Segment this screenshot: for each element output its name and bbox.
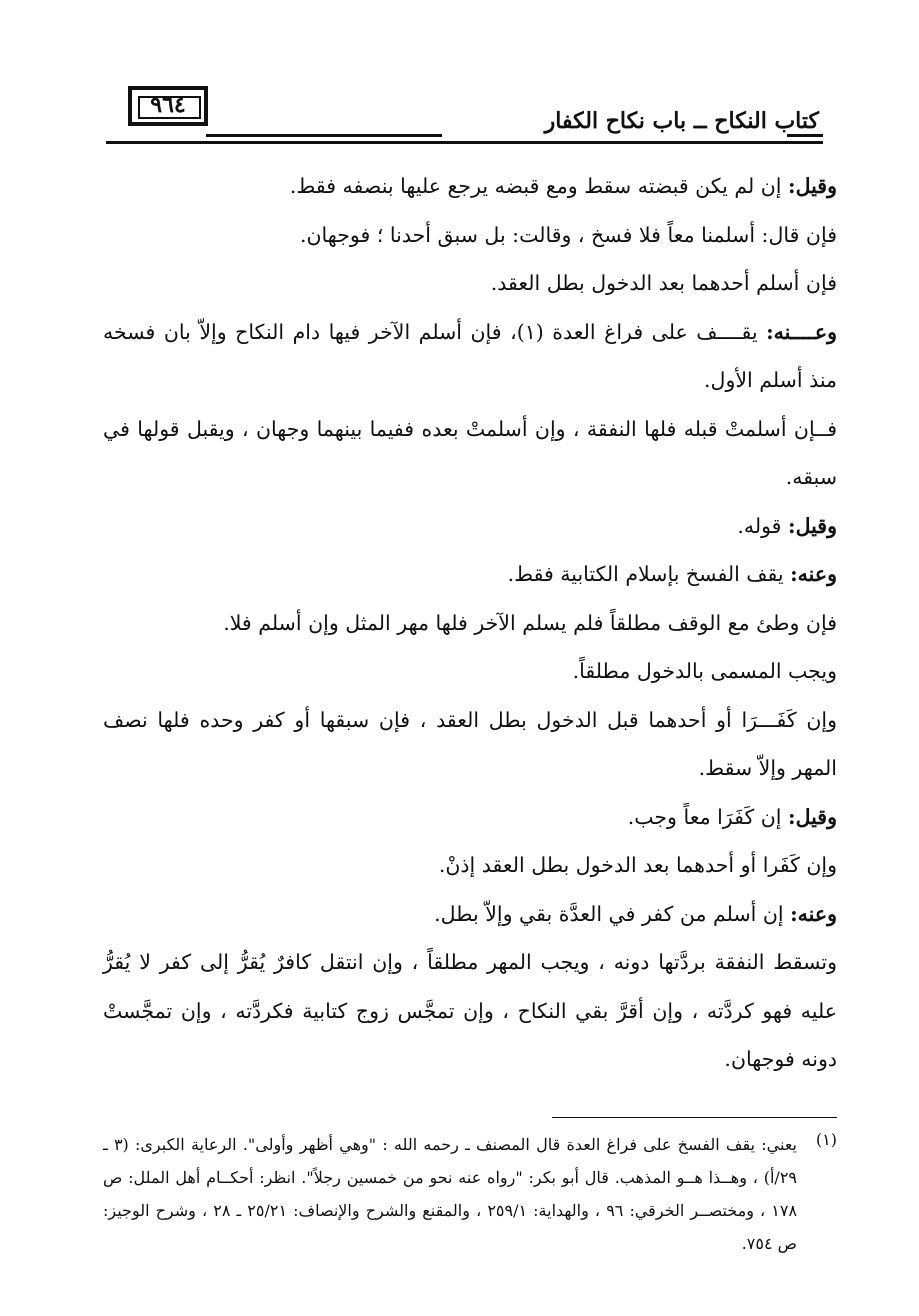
paragraph-text: فإن وطئ مع الوقف مطلقاً فلم يسلم الآخر فلها مهر المثل وإن أسلم فلا. — [223, 610, 837, 635]
paragraph-lead: وقيل: — [788, 513, 837, 538]
page-number: ٩٦٤ — [150, 92, 186, 118]
paragraph-text: وتسقط النفقة بردَّتها دونه ، ويجب المهر مطلقاً ، وإن انتقل كافرٌ يُقرُّ إلى كفر لا يُقرُّ عليه فهو كردَّته ، وإن أقرَّ بقي النكاح ، وإن تمجَّس زوج كتابية فكردَّته ، وإن تمجَّستْ دونه فوجهان. — [103, 950, 837, 1071]
running-title: كتاب النكاح ــ باب نكاح الكفار — [544, 108, 819, 134]
footnote-marker: (١) — [815, 1130, 837, 1149]
paragraph-text: يقف الفسخ بإسلام الكتابية فقط. — [507, 562, 791, 586]
paragraph — [103, 550, 837, 599]
paragraph-text: إن كَفَرَا معاً وجب. — [627, 804, 789, 829]
footnote — [103, 1128, 837, 1260]
paragraph-text: إن لم يكن قبضته سقط ومع قبضه يرجع عليها بنصفه فقط. — [289, 174, 789, 198]
paragraph — [103, 841, 837, 890]
paragraph-text: قوله. — [737, 513, 789, 538]
paragraph-lead: وعنه: — [790, 901, 837, 926]
paragraph-text: ويجب المسمى بالدخول مطلقاً. — [572, 659, 837, 683]
paragraph-lead: وعنه: — [790, 562, 837, 586]
paragraph — [103, 162, 837, 211]
paragraph-lead: وعــــنه: — [766, 319, 838, 344]
paragraph — [103, 405, 837, 502]
paragraph-text: وإن كَفَـــرَا أو أحدهما قبل الدخول بطل العقد ، فإن سبقها أو كفر وحده فلها نصف المهر وإلاّ سقط. — [103, 707, 837, 780]
paragraph-text: فإن قال: أسلمنا معاً فلا فسخ ، وقالت: بل سبق أحدنا ؛ فوجهان. — [299, 222, 837, 247]
paragraph-lead: وقيل: — [788, 174, 837, 198]
header-rule — [106, 141, 823, 144]
paragraph-text: وإن كَفَرا أو أحدهما بعد الدخول بطل العقد إذنْ. — [438, 853, 837, 877]
paragraph — [103, 938, 837, 1084]
paragraph-text: إن أسلم من كفر في العدَّة بقي وإلاّ بطل. — [434, 901, 791, 926]
paragraph — [103, 890, 837, 939]
paragraph-lead: وقيل: — [788, 804, 837, 829]
paragraph — [103, 647, 837, 696]
paragraph — [103, 502, 837, 551]
paragraph — [103, 259, 837, 308]
paragraph — [103, 696, 837, 793]
paragraph — [103, 308, 837, 405]
header-rule-right — [787, 134, 823, 137]
footnote-text: يعني: يقف الفسخ على فراغ العدة قال المصنف ـ رحمه الله : "وهي أظهر وأولى". الرعاية الكبرى: (٣ ـ ٢٩/أ) ، وهــذا هــو المذهب. قال أبو بكر: "رواه عنه نحو من خمسين رجلاً". انظر: أحكــام أهل الملل: ص ١٧٨ ، ومختصــر الخرقي: ٩٦ ، والهداية: ٢٥٩/١ ، والمقنع والشرح والإنصاف: ٢٥/٢١ ـ ٢٨ ، وشرح الوجيز: ص ٧٥٤. — [103, 1135, 798, 1253]
paragraph-text: فإن أسلم أحدهما بعد الدخول بطل العقد. — [490, 271, 837, 295]
main-text — [103, 162, 837, 1084]
paragraph — [103, 793, 837, 842]
page-number-box — [128, 86, 208, 126]
paragraph-text: يقــــف على فراغ العدة (١)، فإن أسلم الآخر فيها دام النكاح وإلاّ بان فسخه منذ أسلم الأول. — [103, 319, 837, 392]
paragraph — [103, 599, 837, 648]
header-rule-left — [206, 134, 442, 137]
paragraph — [103, 211, 837, 260]
footnote-separator — [552, 1117, 837, 1118]
paragraph-text: فــإن أسلمتْ قبله فلها النفقة ، وإن أسلمتْ بعده ففيما بينهما وجهان ، ويقبل قولها في سبقه. — [103, 416, 837, 489]
